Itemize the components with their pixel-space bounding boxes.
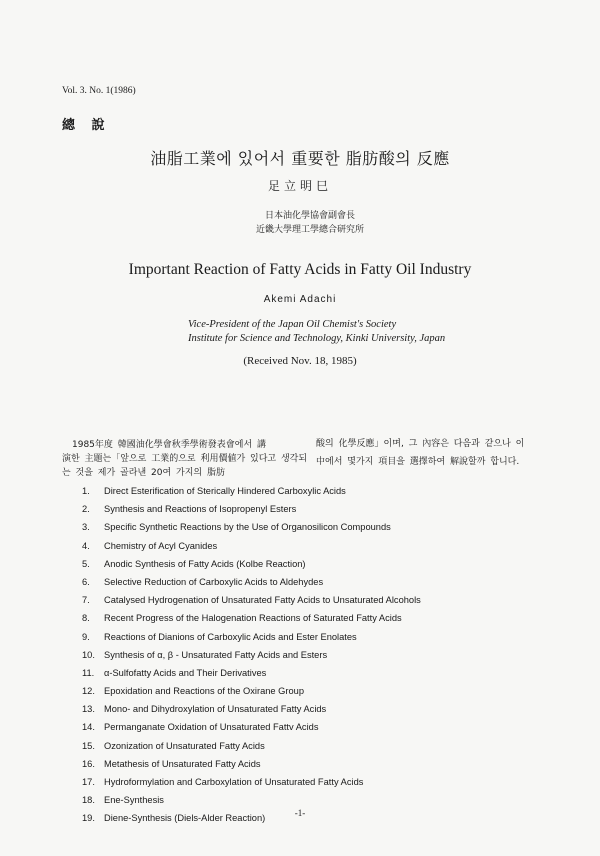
topic-item [82, 559, 421, 577]
topic-number: 8. [82, 613, 90, 624]
topic-text: Hydroformylation and Carboxylation of Unsaturated Fatty Acids [104, 777, 364, 787]
topic-number: 9. [82, 631, 90, 642]
topic-text: Permanganate Oxidation of Unsaturated Fattv Acids [104, 722, 319, 733]
page-number: -1- [294, 808, 306, 818]
topic-text: Catalysed Hydrogenation of Unsaturated Fatty Acids to Unsaturated Alcohols [104, 595, 421, 606]
korean-affiliation-1: 日本油化學協會副會長 [264, 211, 355, 221]
topic-number: 16. [82, 758, 95, 769]
topic-item [82, 632, 421, 650]
topic-text: Metathesis of Unsaturated Fatty Acids [104, 758, 261, 769]
topic-text: Mono- and Dihydroxylation of Unsaturated Fatty Acids [104, 704, 327, 715]
english-affiliation-2: Institute for Science and Technology, Kinki University, Japan [188, 333, 446, 344]
topic-item [82, 595, 421, 613]
topic-text: Synthesis and Reactions of Isopropenyl Esters [104, 504, 297, 515]
topic-item [82, 541, 421, 559]
topic-text: α-Sulfofatty Acids and Their Derivatives [104, 667, 267, 678]
topic-number: 4. [82, 540, 90, 551]
topic-number: 18. [82, 795, 95, 806]
received-date: (Received Nov. 18, 1985) [243, 355, 357, 367]
topic-number: 12. [82, 686, 95, 697]
topic-number: 3. [82, 522, 90, 533]
topic-text: Selective Reduction of Carboxylic Acids to Aldehydes [104, 576, 324, 587]
topic-number: 14. [82, 722, 95, 733]
topic-text: Recent Progress of the Halogenation Reactions of Saturated Fatty Acids [104, 613, 402, 624]
topic-item [82, 777, 421, 795]
topic-item [82, 686, 421, 704]
topic-item [82, 741, 421, 759]
topic-item [82, 504, 421, 522]
topic-number: 1. [82, 486, 90, 496]
topic-list [82, 486, 421, 832]
topic-item [82, 668, 421, 686]
topic-number: 2. [82, 504, 90, 515]
topic-text: Diene-Synthesis (Diels-Alder Reaction) [104, 813, 266, 824]
topic-number: 10. [82, 649, 95, 660]
topic-item [82, 486, 421, 504]
topic-item [82, 613, 421, 631]
topic-item [82, 704, 421, 722]
topic-text: Ene-Synthesis [104, 795, 164, 806]
intro-right-line-1: 酸의 化學反應」이며, 그 內容은 다음과 같으나 이 [316, 439, 525, 449]
english-author: Akemi Adachi [263, 294, 337, 305]
topic-number: 17. [82, 777, 95, 787]
topic-number: 11. [82, 667, 95, 678]
section-label: 總 說 [62, 118, 111, 133]
topic-number: 15. [82, 740, 95, 751]
topic-text: Direct Esterification of Sterically Hindered Carboxylic Acids [104, 486, 346, 496]
topic-text: Ozonization of Unsaturated Fatty Acids [104, 740, 265, 751]
topic-item [82, 650, 421, 668]
volume-info: Vol. 3. No. 1(1986) [62, 86, 136, 96]
intro-left-line-2: 演한 主題는「앞으로 工業的으로 利用價値가 있다고 생각되는 것을 제가 골라낸 20여 가지의 脂肪 [62, 454, 308, 478]
topic-text: Anodic Synthesis of Fatty Acids (Kolbe Reaction) [104, 558, 306, 569]
topic-number: 6. [82, 576, 90, 587]
topic-text: Chemistry of Acyl Cyanides [104, 540, 218, 551]
topic-number: 19. [82, 813, 95, 824]
topic-item [82, 577, 421, 595]
topic-text: Synthesis of α, β - Unsaturated Fatty Acids and Esters [104, 649, 328, 660]
english-title: Important Reaction of Fatty Acids in Fatty Oil Industry [128, 261, 472, 278]
intro-left-line-1: 1985年度 韓國油化學會秋季學術發表會에서 講 [72, 440, 267, 450]
topic-number: 5. [82, 558, 90, 569]
korean-affiliation-2: 近畿大學理工學總合研究所 [255, 225, 364, 235]
topic-number: 7. [82, 595, 90, 606]
topic-text: Epoxidation and Reactions of the Oxirane Group [104, 686, 305, 697]
topic-text: Reactions of Dianions of Carboxylic Acids and Ester Enolates [104, 631, 357, 642]
english-affiliation-1: Vice-President of the Japan Oil Chemist's Society [188, 319, 397, 330]
topic-number: 13. [82, 704, 95, 715]
korean-title: 油脂工業에 있어서 重要한 脂肪酸의 反應 [150, 149, 450, 168]
topic-item [82, 722, 421, 740]
intro-right-line-2: 中에서 몇가지 項目을 選擇하여 解說할까 합니다. [316, 457, 520, 467]
topic-item [82, 522, 421, 540]
topic-text: Specific Synthetic Reactions by the Use of Organosilicon Compounds [104, 522, 391, 533]
topic-item [82, 759, 421, 777]
korean-author: 足立明巳 [267, 179, 332, 193]
